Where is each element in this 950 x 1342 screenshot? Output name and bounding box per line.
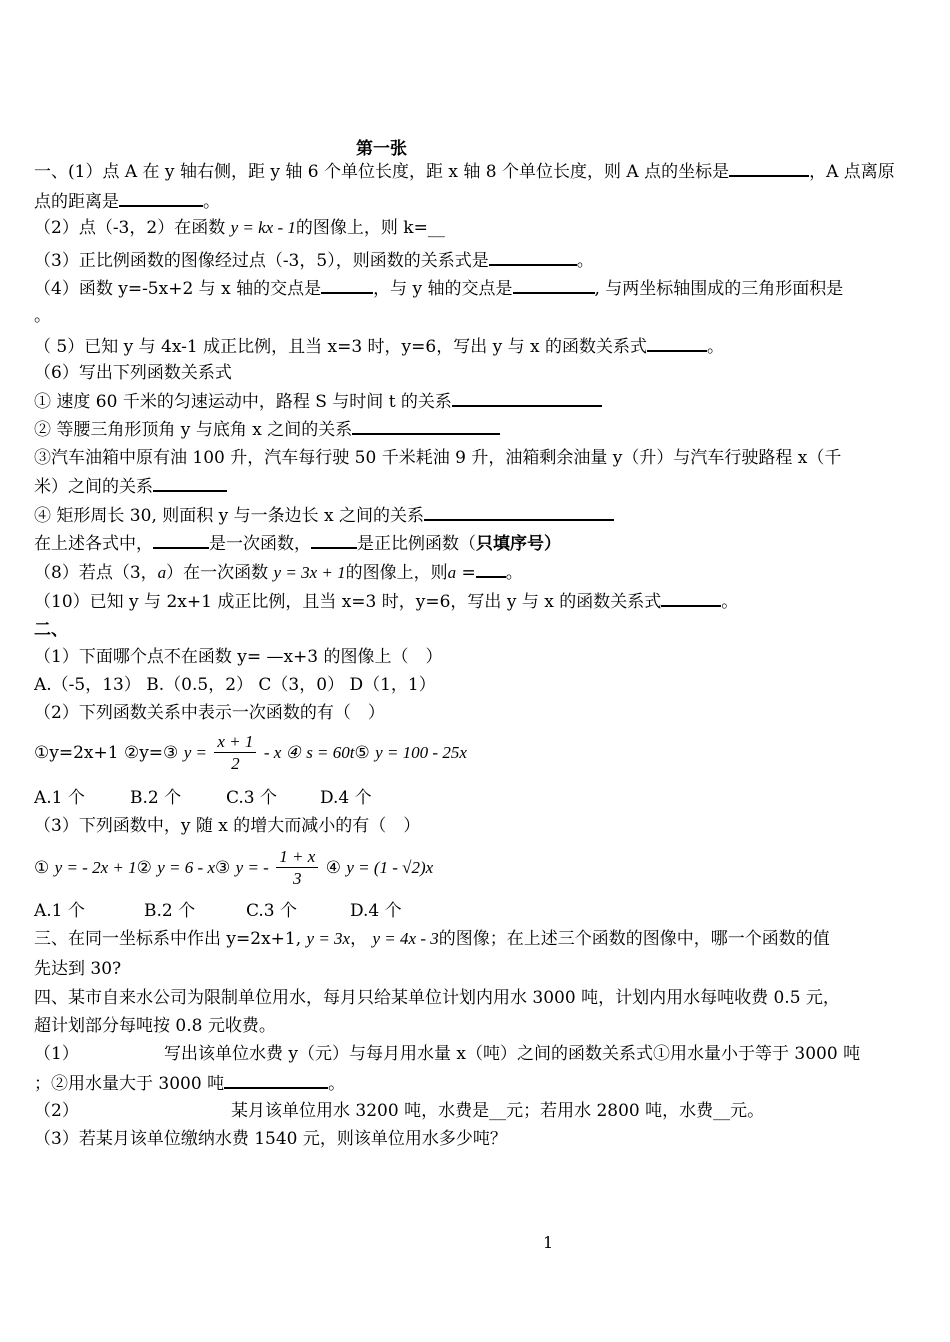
answer-blank [729,160,809,177]
s4-q1-text-2: ；②用水量大于 3000 吨 [34,1074,225,1094]
s4-q1-label: （1） [34,1044,79,1064]
q5-line [34,335,724,358]
option-a: A.1 个 [34,788,85,808]
answer-blank [452,390,602,407]
s4-q1 [34,1043,860,1065]
s3-formula-1: y = 3x [306,929,351,948]
s4-q3: （3）若某月该单位缴纳水费 1540 元，则该单位用水多少吨？ [34,1129,507,1149]
q5-end: 。 [707,337,725,357]
s4-q1-text: 写出该单位水费 y（元）与每月用水量 x（吨）之间的函数关系式①用水量小于等于 3000 吨 [164,1044,861,1064]
q1-text: 一、(1）点 A 在 y 轴右侧，距 y 轴 6 个单位长度，距 x 轴 8 个单位长度，则 A 点的坐标是 [34,162,730,182]
s4-q2 [34,1100,764,1122]
option-a: A.1 个 [34,901,85,921]
section3-line2: 先达到 30? [34,959,122,979]
q8-end: 。 [505,563,523,583]
s2-q2-formulas [34,730,467,776]
answer-blank [489,249,577,266]
q2-prefix: （2）点（-3，2）在函数 [34,218,226,238]
s4-q1-line2 [34,1072,345,1095]
fraction-numerator: 1 + x [276,847,318,868]
option-d: D.4 个 [320,788,372,808]
q4-text-c: , 与两坐标轴围成的三角形面积是 [594,279,844,299]
answer-blank [352,418,500,435]
q6-4-text: ④ 矩形周长 30, 则面积 y 与一条边长 x 之间的关系 [34,506,425,526]
s2-q2-last: y = 100 - 25x [375,743,467,762]
q6-1-text: ① 速度 60 千米的匀速运动中，路程 S 与时间 t 的关系 [34,392,452,412]
s4-q2-label: （2） [34,1101,79,1121]
summary-text-a: 在上述各式中， [34,534,153,554]
q4-end-line [34,305,51,327]
fraction-numerator: x + 1 [214,732,256,753]
q6-item-3a: ③汽车油箱中原有油 100 升，汽车每行驶 50 千米耗油 9 升，油箱剩余油量 y（升）与汽车行驶路程 x（千 [34,448,842,468]
answer-blank [661,590,721,607]
q6-item-4 [34,504,614,527]
q8-text-c: 的图像上，则 [345,563,448,583]
summary-text-b: 是一次函数， [209,534,311,554]
s2-q2-tail2: ⑤ [354,743,370,763]
option-c: C.3 个 [246,901,298,921]
q10-line [34,590,738,613]
section2-heading: 二、 [34,620,68,640]
s2-q3-f2: y = 6 - x [157,858,215,877]
q6-2-text: ② 等腰三角形顶角 y 与底角 x 之间的关系 [34,420,353,440]
q8-var-a: a [157,563,167,582]
answer-blank [476,561,506,578]
s2-q3-mark-3: ③ [215,858,231,878]
page-number: 1 [543,1233,554,1252]
s2-q3-mark-1: ① [34,858,50,878]
answer-blank [424,504,614,521]
option-d: D.4 个 [350,901,402,921]
s2-q2-tail1: - x ④ [263,743,301,762]
fraction [214,732,256,775]
q8-formula: y = 3x + 1 [273,563,346,582]
s4-q1-end: 。 [328,1074,346,1094]
s2-q2-s: s = 60t [306,743,355,762]
summary-text-c: 是正比例函数（ [357,534,476,554]
q5-text: （ 5）已知 y 与 4x-1 成正比例，且当 x=3 时，y=6，写出 y 与 x 的函数关系式 [34,337,648,357]
q4-line [34,277,843,300]
q3-line [34,249,594,272]
q6-heading: （6）写出下列函数关系式 [34,363,232,383]
s2-q3-options [34,900,402,922]
s2-q3-mark-2: ② [136,858,152,878]
answer-blank [224,1072,328,1089]
fraction-denominator: 3 [293,869,302,888]
q10-text: （10）已知 y 与 2x+1 成正比例，且当 x=3 时，y=6，写出 y 与 x 的函数关系式 [34,592,662,612]
s2-q2: （2）下列函数关系中表示一次函数的有（ ） [34,703,385,723]
s2-q1: （1）下面哪个点不在函数 y= —x+3 的图像上（ ） [34,647,443,667]
s4-q2-text: 某月该单位用水 3200 吨，水费是__元；若用水 2800 吨，水费__元。 [231,1101,765,1121]
s2-q3-mark-4: ④ [325,858,341,878]
q3-end: 。 [576,251,594,271]
option-b: B.2 个 [130,788,182,808]
s2-q2-items: ①y=2x+1 ②y=③ [34,743,179,763]
q4-text-b: ，与 y 轴的交点是 [373,279,513,299]
page-title: 第一张 [356,139,407,159]
q1-line2 [34,190,220,213]
q8-line [34,561,523,584]
s2-q2-y: y = [183,743,207,762]
q4-text-a: （4）函数 y=-5x+2 与 x 轴的交点是 [34,279,322,299]
answer-blank [647,335,707,352]
answer-blank [119,190,203,207]
summary-bold: 只填序号） [476,534,561,554]
q2-suffix: 的图像上，则 k=__ [295,218,445,238]
q8-var-a-2: a [447,563,457,582]
s2-q3-f1: y = - 2x + 1 [54,858,137,877]
q8-equals: = [456,563,476,583]
q6-item-1 [34,390,602,413]
s3-formula-2: y = 4x - 3 [372,929,439,948]
s2-q3: （3）下列函数中，y 随 x 的增大而减小的有（ ） [34,816,421,836]
answer-blank [153,475,227,492]
fraction-denominator: 2 [231,754,240,773]
q1-end: 。 [203,192,220,212]
q3-text: （3）正比例函数的图像经过点（-3，5），则函数的关系式是 [34,251,489,271]
q10-end: 。 [721,592,739,612]
s3-text-a: 三、在同一坐标系中作出 y=2x+1, [34,929,302,949]
q8-text-a: （8）若点（3， [34,563,158,583]
s2-q3-f4: y = (1 - √2)x [346,858,434,877]
q1-line1 [34,160,895,183]
s3-text-b: 的图像；在上述三个函数的图像中，哪一个函数的值 [438,929,830,949]
s2-q3-formulas [34,843,433,893]
q2-formula: y = kx - 1 [230,218,296,237]
q6-item-2 [34,418,500,441]
answer-blank [311,532,357,549]
option-b: B.2 个 [144,901,196,921]
q1-text-2: 点的距离是 [34,192,119,212]
section4-line1: 四、某市自来水公司为限制单位用水，每月只给某单位计划内用水 3000 吨，计划内用水每吨收费 0.5 元， [34,988,840,1008]
q6-3b-text: 米）之间的关系 [34,477,153,497]
q6-item-3b [34,475,227,498]
s3-separator: ， [350,929,368,949]
q1-tail: ，A 点离原 [809,162,895,182]
section3-line1 [34,928,830,950]
answer-blank [153,532,209,549]
section4-line2: 超计划部分每吨按 0.8 元收费。 [34,1016,276,1036]
q2-line [34,217,445,239]
option-c: C.3 个 [226,788,278,808]
s2-q2-options [34,787,372,809]
q4-end: 。 [34,306,51,326]
q8-text-b: ）在一次函数 [166,563,269,583]
answer-blank [513,277,595,294]
q6-summary [34,532,561,555]
answer-blank [321,277,373,294]
s2-q1-options: A.（-5，13） B.（0.5，2） C（3，0） D（1，1） [34,675,436,695]
s2-q3-f3: y = - [235,858,269,877]
fraction [276,847,318,890]
